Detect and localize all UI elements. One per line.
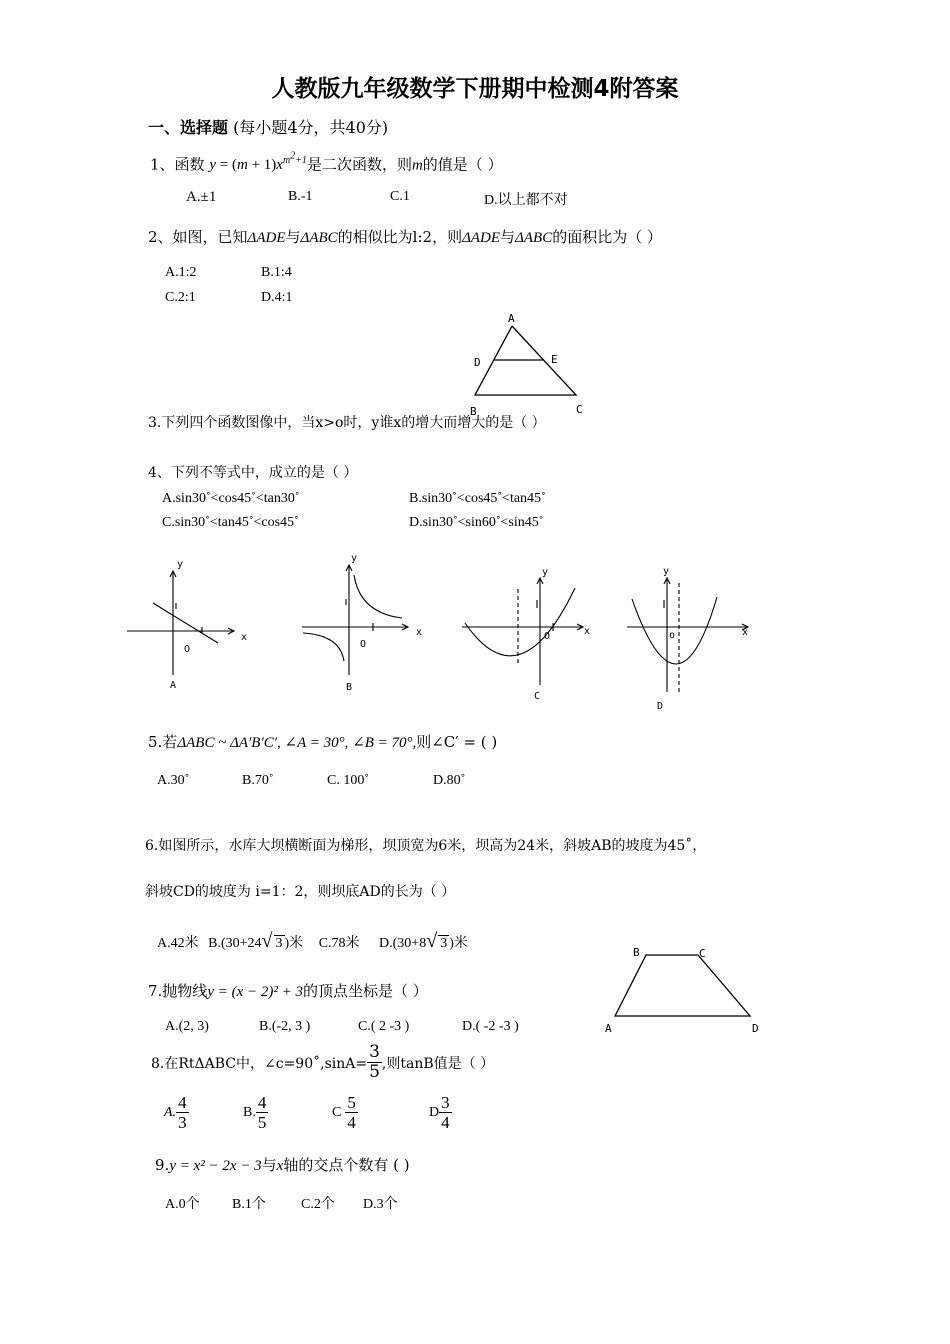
q5-option-b: B.70˚: [242, 773, 274, 788]
q9-mid: 与: [261, 1156, 277, 1174]
question-7: [148, 980, 428, 1001]
q9-prefix: 9.: [155, 1156, 170, 1174]
q1-suffix: 是二次函数，则: [306, 155, 412, 174]
question-9: [155, 1154, 410, 1175]
q7-prefix: 7.抛物线: [148, 982, 208, 1000]
q7-option-a: A.(2, 3): [165, 1019, 209, 1034]
graph-c-origin: O: [544, 631, 551, 642]
label-d: D: [474, 356, 481, 369]
graph-d-origin: o: [669, 630, 676, 641]
label-a: A: [605, 1022, 612, 1035]
graph-d-y-label: y: [663, 566, 670, 577]
q2-option-b: B.1:4: [261, 265, 292, 280]
graph-d-x-label: x: [742, 627, 749, 638]
section-name: 一、选择题: [148, 118, 229, 137]
graph-d-letter: D: [657, 701, 664, 712]
graph-c-parabola: [465, 588, 575, 656]
question-5: [148, 731, 497, 752]
graph-a-y-label: y: [177, 559, 184, 570]
graph-c-x-label: x: [584, 626, 591, 637]
graph-b-x-label: x: [416, 627, 423, 638]
graph-b-curve-q1: [354, 575, 402, 618]
graph-c-y-label: y: [542, 567, 549, 578]
q9-option-b: B.1个: [232, 1197, 266, 1212]
triangle-figure: [460, 308, 600, 418]
q7-option-c: C.( 2 -3 ): [358, 1019, 410, 1034]
graph-b-origin: O: [360, 639, 367, 650]
q6-options: [157, 930, 468, 953]
q5-option-d: D.80˚: [433, 773, 466, 788]
question-8: [151, 1044, 494, 1081]
label-b: B: [470, 405, 477, 418]
label-b: B: [633, 946, 640, 959]
q1-formula: $y = (m + 1)x^{m^2+1}$: [209, 151, 307, 174]
q6-option-b: B.(30+24√ 3 )米: [208, 930, 304, 952]
q5-tail: 则∠C′ = ( ): [416, 733, 498, 751]
question-6-line-1: 6.如图所示，水库大坝横断面为梯形，坝顶宽为6米，坝高为24米，斜坡AB的坡度为45˚，: [145, 838, 707, 854]
label-a: A: [508, 312, 515, 325]
q7-option-b: B.(-2, 3 ): [259, 1019, 311, 1034]
q1-tail: 的值是（ ）: [422, 155, 503, 174]
graph-a-x-label: x: [241, 632, 248, 643]
q4-option-d: D.sin30˚<sin60˚<sin45˚: [409, 515, 544, 530]
q2-text-c: 的面积比为（ ）: [552, 228, 662, 246]
q5-expr: ΔABC ~ ΔA′B′C′, ∠A = 30°, ∠B = 70°,: [177, 735, 417, 751]
q2-option-d: D.4:1: [261, 290, 293, 305]
q8-option-a: A. $\frac{4}{3}$: [164, 1093, 187, 1132]
q7-tail: 的顶点坐标是（ ）: [302, 982, 428, 1000]
label-c: C: [576, 403, 583, 416]
q2-text-a: 2、如图，已知: [148, 228, 248, 246]
q8-option-b: B. $\frac{4}{5}$: [243, 1093, 267, 1132]
section-note: (每小题4分，共40分): [233, 118, 389, 137]
q2-text-b: 的相似比为l:2，则: [337, 228, 463, 246]
q2-tri-2b: ΔABC: [515, 230, 553, 246]
q8-prefix: 8.在RtΔABC中，∠c=90˚,sinA=: [151, 1055, 368, 1072]
graph-a-letter: A: [170, 680, 177, 691]
q2-yu: 与: [285, 228, 301, 246]
graph-b-letter: B: [346, 682, 353, 693]
q2-tri-2: ΔABC: [300, 230, 338, 246]
q5-prefix: 5.若: [148, 733, 178, 751]
graph-b-curve-q3: [303, 633, 344, 661]
graph-a-line: [153, 603, 218, 643]
q1-var: m: [411, 157, 423, 174]
q2-tri-1b: ΔADE: [462, 230, 501, 246]
q8-tail: ,则tanB值是（ ）: [381, 1055, 495, 1072]
q2-yu-b: 与: [500, 228, 516, 246]
q2-option-c: C.2:1: [165, 290, 196, 305]
question-6-line-2: 斜坡CD的坡度为 i=1：2，则坝底AD的长为（ ）: [145, 884, 456, 900]
q9-option-a: A.0个: [165, 1197, 200, 1212]
label-e: E: [551, 353, 558, 366]
q7-option-d: D.( -2 -3 ): [462, 1019, 519, 1034]
q1-option-b: B.-1: [288, 189, 313, 204]
label-d: D: [752, 1022, 759, 1035]
section-header: [148, 115, 388, 138]
trapezoid-figure: [598, 940, 773, 1040]
q5-option-a: A.30˚: [157, 773, 190, 788]
question-2: [148, 226, 662, 247]
trapezoid-outline: [615, 955, 750, 1016]
question-4: 4、下列不等式中，成立的是（ ）: [148, 465, 358, 481]
q1-prefix: 1、函数: [150, 155, 205, 174]
q6-option-a: A.42米: [157, 936, 199, 951]
q4-option-b: B.sin30˚<cos45˚<tan45˚: [409, 491, 546, 506]
q9-var: x: [276, 1158, 284, 1174]
q1-option-c: C.1: [390, 189, 410, 204]
q4-option-c: C.sin30˚<tan45˚<cos45˚: [162, 515, 299, 530]
q9-option-c: C.2个: [301, 1197, 335, 1212]
q8-sin-fraction: $\frac{3}{5}$: [369, 1042, 380, 1082]
q9-option-d: D.3个: [363, 1197, 398, 1212]
q8-option-d: D $\frac{3}{4}$: [429, 1093, 450, 1132]
question-1: [150, 151, 503, 174]
q2-option-a: A.1:2: [165, 265, 197, 280]
q6-option-d: D.(30+8√ 3 )米: [379, 930, 468, 952]
q6-option-c: C.78米: [318, 936, 360, 951]
function-graphs: [120, 545, 770, 715]
label-c: C: [699, 947, 706, 960]
q5-option-c: C. 100˚: [327, 773, 369, 788]
question-3: 3.下列四个函数图像中，当x>o时，y谁x的增大而增大的是（ ）: [148, 415, 546, 431]
q9-tail: 轴的交点个数有 ( ): [283, 1156, 410, 1174]
q2-tri-1: ΔADE: [247, 230, 286, 246]
page-title: 人教版九年级数学下册期中检测4附答案: [271, 76, 679, 102]
q7-expr: y = (x − 2)² + 3: [207, 984, 303, 1000]
q9-expr: y = x² − 2x − 3: [169, 1158, 262, 1174]
graph-a-origin: O: [184, 644, 191, 655]
graph-b-y-label: y: [351, 553, 358, 564]
q1-option-a: A.±1: [186, 189, 217, 205]
graph-c-letter: C: [534, 691, 541, 702]
q1-option-d: D.以上都不对: [484, 193, 568, 208]
q4-option-a: A.sin30˚<cos45˚<tan30˚: [162, 491, 300, 506]
q8-option-c: C $\frac{5}{4}$: [332, 1093, 356, 1132]
